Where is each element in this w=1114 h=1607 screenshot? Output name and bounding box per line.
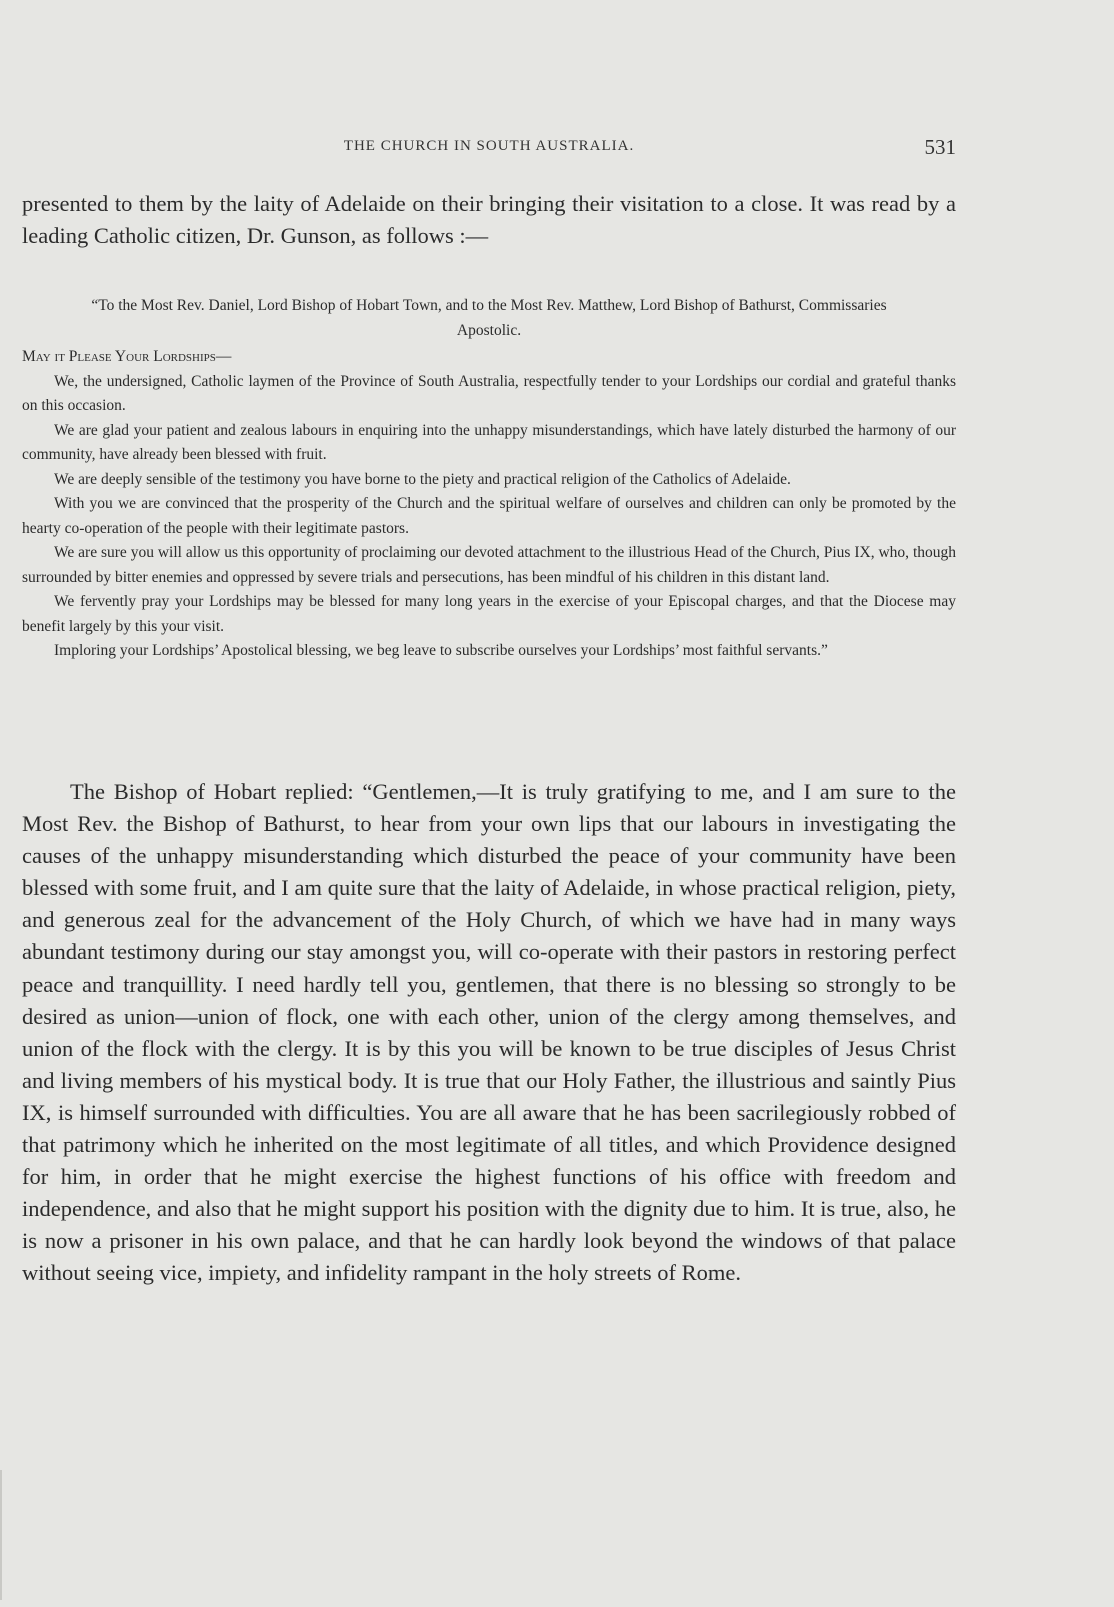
- address-paragraph: We, the undersigned, Catholic laymen of the Province of South Australia, respectfully tender to your Lordships our cordial and grateful thanks on this occasion.: [22, 372, 956, 414]
- address-paragraph: With you we are convinced that the prosperity of the Church and the spiritual welfare of ourselves and children can only be promoted by the hearty co-operation of the people with their legitimate pastors.: [22, 495, 956, 537]
- running-title: THE CHURCH IN SOUTH AUSTRALIA.: [343, 138, 635, 154]
- address-paragraph: We fervently pray your Lordships may be blessed for many long years in the exercise of your Episcopal charges, and that the Diocese may benefit largely by this your visit.: [22, 593, 956, 635]
- address-salutation: May it Please Your Lordships—: [22, 348, 232, 365]
- binding-edge-shadow: [0, 1470, 2, 1600]
- address-paragraph: We are deeply sensible of the testimony you have borne to the piety and practical religion of the Catholics of Adelaide.: [54, 470, 791, 488]
- address-paragraph: We are glad your patient and zealous labours in enquiring into the unhappy misunderstandings, which have lately disturbed the harmony of our community, have already been blessed with fruit.: [22, 421, 956, 463]
- reply-paragraph: The Bishop of Hobart replied: “Gentlemen,—It is truly gratifying to me, and I am sure to the Most Rev. the Bishop of Bathurst, to hear from your own lips that our labours in investigating the causes of the unhappy misunderstanding which disturbed the peace of your community have been blessed with some fruit, and I am quite sure that the laity of Adelaide, in whose practical religion, piety, and generous zeal for the advancement of the Holy Church, of which we have had in many ways abundant testimony during our stay amongst you, will co-operate with their pastors in restoring perfect peace and tranquillity. I need hardly tell you, gentlemen, that there is no blessing so strongly to be desired as union—union of flock, one with each other, union of the clergy among themselves, and union of the flock with the clergy. It is by this you will be known to be true disciples of Jesus Christ and living members of his mystical body. It is true that our Holy Father, the illustrious and saintly Pius IX, is himself surrounded with difficulties. You are all aware that he has been sacrilegiously robbed of that patrimony which he inherited on the most legitimate of all titles, and which Providence designed for him, in order that he might exercise the highest functions of his office with freedom and independence, and also that he might support his position with the dignity due to him. It is true, also, he is now a prisoner in his own palace, and that he can hardly look beyond the windows of that palace without seeing vice, impiety, and infidelity rampant in the holy streets of Rome.: [22, 779, 956, 1286]
- address-heading: “To the Most Rev. Daniel, Lord Bishop of Hobart Town, and to the Most Rev. Matthew, Lord Bishop of Bathurst, Commissaries Apostolic.: [91, 297, 887, 339]
- address-block: [22, 294, 956, 664]
- address-paragraph: We are sure you will allow us this opportunity of proclaiming our devoted attachment to the illustrious Head of the Church, Pius IX, who, though surrounded by bitter enemies and oppressed by severe trials and persecutions, has been mindful of his children in this distant land.: [22, 544, 956, 586]
- page-number: 531: [924, 135, 956, 159]
- intro-paragraph: presented to them by the laity of Adelaide on their bringing their visitation to a close. It was read by a leading Catholic citizen, Dr. Gunson, as follows :—: [22, 191, 956, 248]
- address-paragraph: Imploring your Lordships’ Apostolical blessing, we beg leave to subscribe ourselves your Lordships’ most faithful servants.”: [54, 642, 828, 659]
